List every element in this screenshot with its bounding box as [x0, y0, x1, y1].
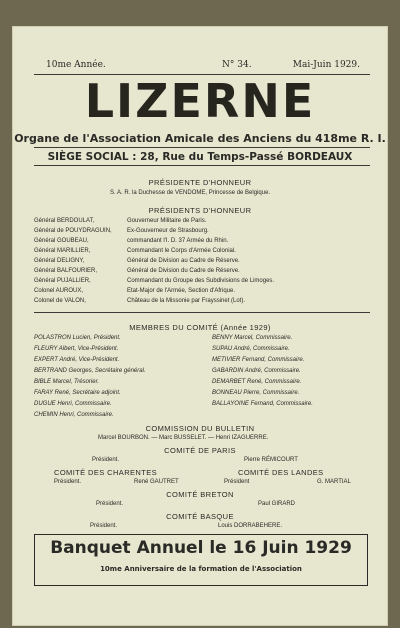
honorary-president-role: Ex-Gouverneur de Strasbourg. — [127, 228, 209, 234]
journal-title: LIZERNE — [84, 74, 316, 128]
honorary-president-name: Général MARILLIER, — [34, 248, 91, 254]
banquet-subtitle: 10me Anniversaire de la formation de l'Association — [100, 565, 302, 573]
paris-committee-heading: COMITÉ DE PARIS — [164, 446, 236, 455]
office-rule — [34, 165, 370, 166]
committee-member: BIBLE Marcel, Trésorier. — [34, 379, 100, 385]
journal-subtitle: Organe de l'Association Amicale des Anciens du 418me R. I. — [14, 132, 386, 145]
honorary-president-text: S. A. R. la Duchesse de VENDOME, Princesse de Belgique. — [110, 190, 271, 196]
members-rule — [34, 312, 370, 313]
registered-office: SIÈGE SOCIAL : 28, Rue du Temps-Passé BORDEAUX — [47, 151, 353, 163]
basque-committee-heading: COMITÉ BASQUE — [166, 512, 234, 521]
honorary-president-role: Commandant le Corps d'Armée Colonial. — [127, 248, 236, 254]
committee-member: FLEURY Albert, Vice-Président. — [34, 346, 119, 352]
bulletin-commission-members: Marcel BOURBON. — Marc BUSSELET. — Henri IZAGUERRE. — [98, 435, 269, 441]
honorary-president-name: Général PUJALLIER, — [34, 278, 91, 284]
honorary-president-name: Général BALFOURIER, — [34, 268, 98, 274]
banquet-title: Banquet Annuel le 16 Juin 1929 — [50, 538, 352, 558]
committee-member: BERTRAND Georges, Secrétaire général. — [34, 368, 146, 374]
charentes-president-label: Président. — [54, 479, 82, 485]
honorary-president-role: Etat-Major de l'Armée, Section d'Afrique. — [127, 288, 236, 294]
subtitle-rule — [34, 147, 370, 148]
honorary-presidents-heading: PRÉSIDENTS D'HONNEUR — [148, 206, 252, 215]
landes-committee-heading: COMITÉ DES LANDES — [238, 468, 324, 477]
breton-committee-heading: COMITÉ BRETON — [166, 490, 234, 499]
committee-member: GABARDIN André, Commissaire. — [212, 368, 301, 374]
committee-member: SUPAU André, Commissaire. — [212, 346, 290, 352]
committee-members-heading: MEMBRES DU COMITÉ (Année 1929) — [129, 323, 271, 332]
honorary-president-name: Général GOUBEAU, — [34, 238, 89, 244]
landes-president-label: Président — [224, 479, 250, 485]
honorary-president-role: commandant l'I. D. 37 Armée du Rhin. — [127, 238, 229, 244]
banquet-announcement — [34, 534, 368, 586]
committee-member: POLASTRON Lucien, Président. — [34, 335, 121, 341]
committee-member: FARAY René, Secrétaire adjoint. — [34, 390, 121, 396]
basque-president-name: Louis DORRABEHERE. — [218, 523, 283, 529]
committee-member: METIVIER Fernand, Commissaire. — [212, 357, 305, 363]
committee-member: BALLAYOINE Fernand, Commissaire. — [212, 401, 313, 407]
committee-member: CHEMIN Henri, Commissaire. — [34, 412, 114, 418]
committee-member: DUGUE Henri, Commissaire. — [34, 401, 112, 407]
paris-president-name: Pierre RÉMICOURT — [244, 457, 298, 463]
committee-member: DEMARBET René, Commissaire. — [212, 379, 302, 385]
bulletin-commission-heading: COMMISSION DU BULLETIN — [145, 424, 255, 433]
honorary-president-role: Château de la Missonie par Frayssinet (Lot). — [127, 298, 246, 304]
honorary-president-role: Général de Division du Cadre de Réserve. — [127, 268, 240, 274]
charentes-president-name: René GAUTRET — [134, 479, 179, 485]
paris-president-label: Président. — [92, 457, 120, 463]
issue-date: Mai-Juin 1929. — [292, 60, 360, 70]
honorary-president-role: Général de Division au Cadre de Réserve. — [127, 258, 240, 264]
committee-member: BENNY Marcel, Commissaire. — [212, 335, 293, 341]
honorary-president-role: Gouverneur Militaire de Paris. — [127, 218, 207, 224]
issue-year-label: 10me Année. — [46, 60, 106, 70]
masthead-row — [46, 60, 360, 72]
honorary-president-heading: PRÉSIDENTE D'HONNEUR — [148, 178, 252, 187]
honorary-president-name: Général de POUYDRAGUIN, — [34, 228, 112, 234]
bulletin-page — [12, 26, 388, 626]
issue-number: N° 34. — [222, 60, 252, 70]
charentes-committee-heading: COMITÉ DES CHARENTES — [54, 468, 158, 477]
honorary-president-name: Colonel de VALON, — [34, 298, 86, 304]
breton-president-name: Paul GIRARD — [258, 501, 296, 507]
breton-president-label: Président. — [96, 501, 124, 507]
honorary-president-name: Général DELIGNY, — [34, 258, 85, 264]
committee-member: BONNEAU Pierre, Commissaire. — [212, 390, 300, 396]
landes-president-name: G. MARTIAL — [317, 479, 351, 485]
honorary-president-name: Colonel AUROUX, — [34, 288, 84, 294]
honorary-president-name: Général BERDOULAT, — [34, 218, 95, 224]
basque-president-label: Président. — [90, 523, 118, 529]
honorary-president-role: Commandant du Groupe des Subdivisions de Limoges. — [127, 278, 275, 284]
committee-member: EXPERT André, Vice-Président. — [34, 357, 120, 363]
